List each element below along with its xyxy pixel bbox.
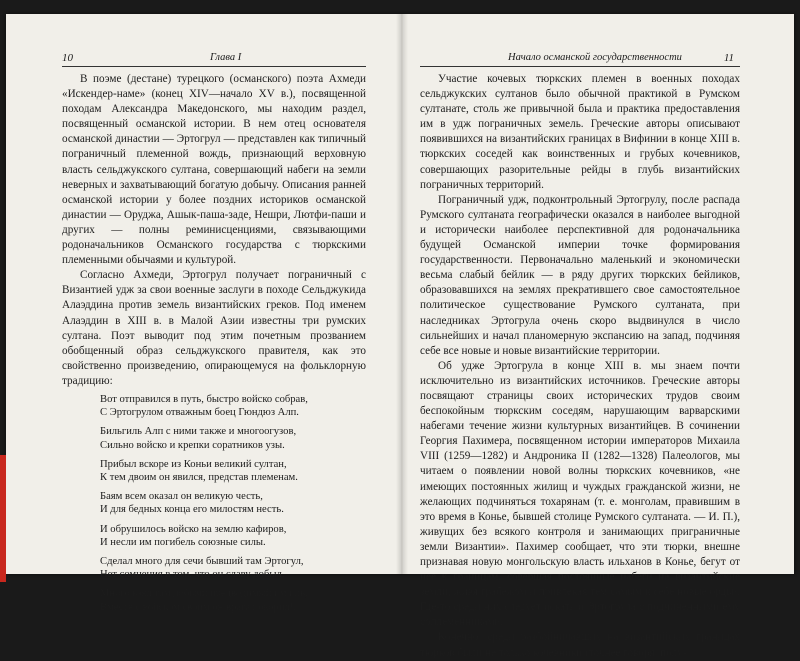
- right-page-number: 11: [723, 52, 734, 64]
- verse-line: С Эртогрулом отважным боец Гюндюз Алп.: [100, 407, 299, 419]
- right-paragraph-2: Пограничный удж, подконтрольный Эртогрулу, после распада Румского султаната географически оказался в наиболее выгодной и исторически наиболее перспективной для родоначальника будущей Османской империи точке формирования государственности. Первоначально маленький и экономически весьма слабый бейлик — в ряду других тюркских бейликов, образовавшихся на землях прекратившего свое самостоятельное политическое существование Румского султаната, при наследниках Эртогрула очень скоро выдвинулся в число сильнейших и начал планомерную экспансию на запад, подчиняя себе все новые и новые византийские территории.: [420, 193, 740, 357]
- right-running-header: [420, 50, 740, 67]
- verse-line: Баям всем оказал он великую честь,: [100, 491, 263, 503]
- right-paragraph-3: Об удже Эртогрула в конце XIII в. мы знаем почти исключительно из византийских источников. Греческие авторы посвящают страницы своих исторических трудов своим беспокойным тюркским соседям, нарушающим варварскими набегами течение жизни культурных византийцев. В сочинении Георгия Пахимера, посвященном истории императоров Михаила VIII (1259—1282) и Андроника II (1282—1328) Палеологов, мы читаем о появлении новой волны тюркских кочевников, «не имеющих постоянных жилищ и чуждых гражданской жизни, не желающих подчиняться тохарянам (т. е. монголам, правившим в это время в Конье, бывшей столице Румского султаната. — И. П.), живущих без всякого контроля и занимающих приграничные земли Византии». Пахимер сообщает, что эти тюрки, внешне признавая новую монгольскую власть ильханов в Конье, бегут от нее к границам, совершая постоянные набеги на византийские земли, живя грабежом и привлекая тем самым к себе новые орды². Где-то среди них следует искать и Эртогрула с подчиненными ему соплеменниками.: [420, 359, 740, 629]
- verse-line: И обрушилось войско на землю кафиров,: [100, 523, 287, 535]
- left-page-body: [62, 72, 366, 620]
- left-paragraph-1: В поэме (дестане) турецкого (османского) поэта Ахмеди «Искендер-наме» (конец XIV—начало XV в.), посвященной походам Александра Македонского, мы находим раздел, посвященный османской истории. В нем отец основателя османской династии — Эртогрул — представлен как типичный пограничный племенной вождь, признающий верховную власть сельджукского султана, совершающий набеги на земли неверных и захватывающий богатую добычу. Описания ранней османской истории у более поздних историков османской династии — Оруджа, Ашык-паша-заде, Нешри, Лютфи-паши и других — полны реминисценциями, связывающими родоначальников Османского государства с тюркскими племенными обычаями и культурой.: [62, 73, 366, 267]
- verse-line: И для бедных конца его милостям несть.: [100, 504, 284, 516]
- verse-line: Сделал много для сечи бывший там Эртогул,: [100, 556, 304, 567]
- left-running-title: Глава I: [210, 52, 242, 63]
- verse-line: И несли им погибель союзные силы.: [100, 536, 266, 548]
- stanza-6: [100, 555, 366, 581]
- book-spine: [396, 14, 408, 574]
- verse-line: К тем двоим он явился, представ племенам.: [100, 471, 298, 483]
- stanza-4: [100, 490, 366, 516]
- verse-line: Бильгиль Алп с ними также и многоогузов,: [100, 426, 297, 438]
- poem-verse: [100, 393, 366, 614]
- verse-line: Вместе с войском своим он врага покорил¹.: [100, 601, 296, 613]
- stanza-5: [100, 523, 366, 549]
- verse-line: Сильно войско и крепки соратников узы.: [100, 439, 285, 451]
- verse-line: Нет сомнения в том, что он славу добыл.: [100, 569, 285, 581]
- right-page-body: [420, 72, 740, 661]
- red-bookmark-edge: [0, 455, 6, 582]
- right-paragraph-4: Конечно, среди разбойничавших на византийских границах тюрков были не только кочевники (точнее говоря, полу-: [420, 631, 740, 659]
- left-page-number: 10: [62, 52, 73, 64]
- verse-line: Вот отправился в путь, быстро войско собрав,: [100, 393, 308, 405]
- left-paragraph-2: Согласно Ахмеди, Эртогрул получает пограничный с Византией удж за свои военные заслуги в походе Сельджукида Алаэддина против земель византийских греков. Под именем Алаэддин в XIII в. в Малой Азии известны три румских султана. Поэт выводит под этим почетным прозванием обобщенный образ сельджукского правителя, как это свойственно произведению, опирающемуся на фольклорную традицию:: [62, 269, 366, 387]
- stanza-7: [100, 587, 366, 613]
- stanza-3: [100, 458, 366, 484]
- stanza-1: [100, 393, 366, 419]
- right-paragraph-1: Участие кочевых тюркских племен в военных походах сельджукских султанов было обычной практикой в Румском султанате, столь же привычной была и практика предоставления им в удж пограничных земель. Греческие авторы описывают появившихся на византийских границах в Вифинии в конце XIII в. тюркских соседей как воинственных и грубых кочевников, совершающих разорительные рейды в глубь византийских пограничных территорий.: [420, 73, 740, 191]
- verse-line: Много взял там добычи предводимый им иль,: [100, 588, 308, 600]
- left-running-header: [62, 50, 366, 67]
- right-running-title: Начало османской государственности: [508, 52, 682, 63]
- stanza-2: [100, 425, 366, 451]
- verse-line: Прибыл вскоре из Коньи великий султан,: [100, 458, 287, 470]
